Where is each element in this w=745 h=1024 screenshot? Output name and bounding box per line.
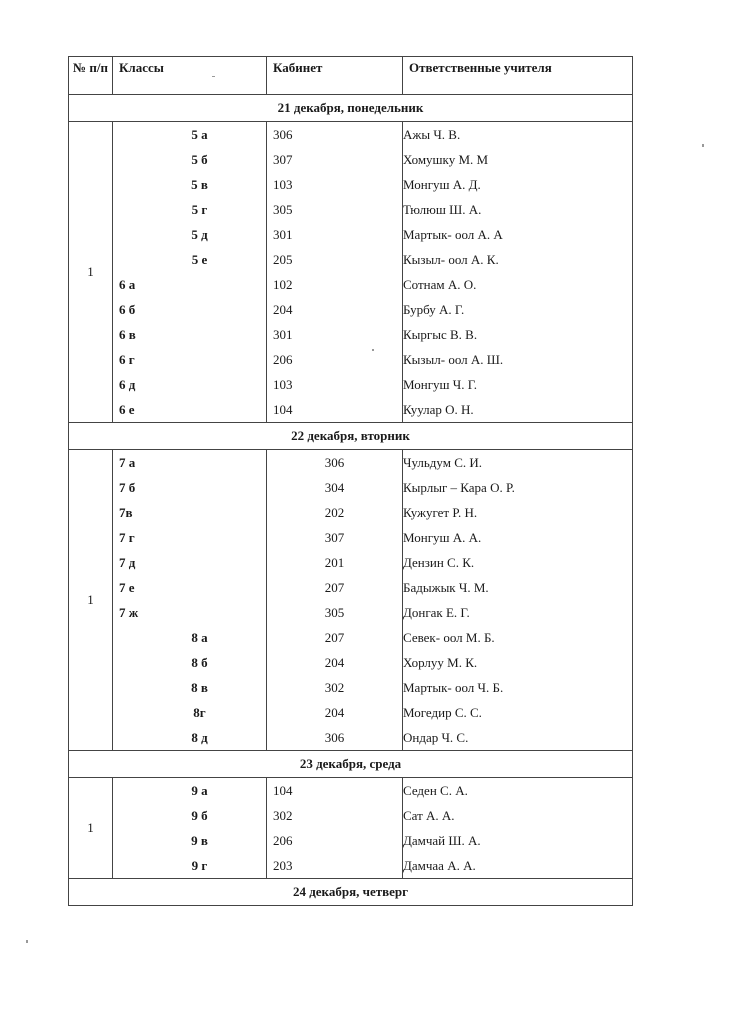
table-row [69, 828, 633, 853]
room-cell: 204 [267, 650, 403, 675]
day-title: 22 декабря, вторник [69, 423, 633, 450]
class-cell: 6 а [113, 272, 267, 297]
class-cell: 5 г [113, 197, 267, 222]
header-room: Кабинет [267, 57, 403, 95]
class-cell: 8 б [113, 650, 267, 675]
table-row [69, 172, 633, 197]
room-cell: 301 [267, 322, 403, 347]
teacher-cell: Монгуш А. Д. [403, 172, 633, 197]
table-row [69, 550, 633, 575]
table-row [69, 272, 633, 297]
class-cell: 9 г [113, 853, 267, 879]
table-row [69, 675, 633, 700]
table-row [69, 500, 633, 525]
table-row [69, 625, 633, 650]
table-row [69, 372, 633, 397]
room-cell: 304 [267, 475, 403, 500]
table-row [69, 322, 633, 347]
scan-speck [212, 76, 215, 77]
teacher-cell: Тюлюш Ш. А. [403, 197, 633, 222]
class-cell: 7 г [113, 525, 267, 550]
class-cell: 5 в [113, 172, 267, 197]
table-row [69, 222, 633, 247]
teacher-cell: Севек- оол М. Б. [403, 625, 633, 650]
room-cell: 204 [267, 700, 403, 725]
table-row [69, 700, 633, 725]
class-cell: 6 д [113, 372, 267, 397]
table-row [69, 197, 633, 222]
row-number: 1 [69, 450, 113, 751]
scan-speck [26, 940, 28, 943]
table-row [69, 247, 633, 272]
class-cell: 8г [113, 700, 267, 725]
table-row [69, 147, 633, 172]
table-row [69, 450, 633, 476]
class-cell: 7 а [113, 450, 267, 476]
room-cell: 103 [267, 372, 403, 397]
table-row [69, 725, 633, 751]
scan-speck [702, 144, 704, 147]
teacher-cell: Монгуш Ч. Г. [403, 372, 633, 397]
class-cell: 9 а [113, 778, 267, 804]
class-cell: 6 в [113, 322, 267, 347]
class-cell: 5 е [113, 247, 267, 272]
table-row [69, 803, 633, 828]
room-cell: 306 [267, 122, 403, 148]
room-cell: 301 [267, 222, 403, 247]
room-cell: 305 [267, 600, 403, 625]
header-teachers: Ответственные учителя [403, 57, 633, 95]
class-cell: 5 б [113, 147, 267, 172]
table-row [69, 778, 633, 804]
teacher-cell: Дензин С. К. [403, 550, 633, 575]
class-cell: 5 а [113, 122, 267, 148]
class-cell: 8 в [113, 675, 267, 700]
teacher-cell: Куулар О. Н. [403, 397, 633, 423]
teacher-cell: Кужугет Р. Н. [403, 500, 633, 525]
room-cell: 104 [267, 397, 403, 423]
class-cell: 6 е [113, 397, 267, 423]
day-row [69, 423, 633, 450]
room-cell: 307 [267, 525, 403, 550]
day-title: 24 декабря, четверг [69, 879, 633, 906]
room-cell: 306 [267, 725, 403, 751]
day-title: 21 декабря, понедельник [69, 95, 633, 122]
room-cell: 302 [267, 675, 403, 700]
teacher-cell: Дамчай Ш. А. [403, 828, 633, 853]
teacher-cell: Кызыл- оол А. К. [403, 247, 633, 272]
room-cell: 206 [267, 347, 403, 372]
day-row [69, 95, 633, 122]
room-cell: 201 [267, 550, 403, 575]
room-cell: 102 [267, 272, 403, 297]
schedule-table [68, 56, 633, 906]
teacher-cell: Сотнам А. О. [403, 272, 633, 297]
room-cell: 204 [267, 297, 403, 322]
teacher-cell: Бадыжык Ч. М. [403, 575, 633, 600]
room-cell: 203 [267, 853, 403, 879]
room-cell: 207 [267, 625, 403, 650]
teacher-cell: Чульдум С. И. [403, 450, 633, 476]
header-num: № п/п [69, 57, 113, 95]
class-cell: 7 ж [113, 600, 267, 625]
day-row [69, 879, 633, 906]
teacher-cell: Ажы Ч. В. [403, 122, 633, 148]
class-cell: 6 б [113, 297, 267, 322]
table-row [69, 575, 633, 600]
table-row [69, 475, 633, 500]
room-cell: 104 [267, 778, 403, 804]
teacher-cell: Сат А. А. [403, 803, 633, 828]
class-cell: 7 д [113, 550, 267, 575]
teacher-cell: Кырлыг – Кара О. Р. [403, 475, 633, 500]
teacher-cell: Мартык- оол Ч. Б. [403, 675, 633, 700]
room-cell: 302 [267, 803, 403, 828]
teacher-cell: Могедир С. С. [403, 700, 633, 725]
room-cell: 306 [267, 450, 403, 476]
teacher-cell: Ондар Ч. С. [403, 725, 633, 751]
row-number: 1 [69, 778, 113, 879]
day-row [69, 751, 633, 778]
table-row [69, 650, 633, 675]
class-cell: 9 б [113, 803, 267, 828]
class-cell: 8 д [113, 725, 267, 751]
teacher-cell: Хорлуу М. К. [403, 650, 633, 675]
scan-speck [372, 349, 374, 351]
room-cell: 205 [267, 247, 403, 272]
teacher-cell: Монгуш А. А. [403, 525, 633, 550]
class-cell: 9 в [113, 828, 267, 853]
table-row [69, 525, 633, 550]
table-row [69, 347, 633, 372]
room-cell: 103 [267, 172, 403, 197]
class-cell: 7 е [113, 575, 267, 600]
class-cell: 5 д [113, 222, 267, 247]
teacher-cell: Бурбу А. Г. [403, 297, 633, 322]
room-cell: 307 [267, 147, 403, 172]
teacher-cell: Кыргыс В. В. [403, 322, 633, 347]
room-cell: 207 [267, 575, 403, 600]
teacher-cell: Седен С. А. [403, 778, 633, 804]
day-title: 23 декабря, среда [69, 751, 633, 778]
room-cell: 202 [267, 500, 403, 525]
teacher-cell: Дамчаа А. А. [403, 853, 633, 879]
teacher-cell: Мартык- оол А. А [403, 222, 633, 247]
class-cell: 7 б [113, 475, 267, 500]
header-classes: Классы [113, 57, 267, 95]
class-cell: 6 г [113, 347, 267, 372]
class-cell: 8 а [113, 625, 267, 650]
room-cell: 305 [267, 197, 403, 222]
teacher-cell: Донгак Е. Г. [403, 600, 633, 625]
table-row [69, 853, 633, 879]
header-row [69, 57, 633, 95]
class-cell: 7в [113, 500, 267, 525]
table-row [69, 297, 633, 322]
row-number: 1 [69, 122, 113, 423]
table-row [69, 397, 633, 423]
room-cell: 206 [267, 828, 403, 853]
teacher-cell: Хомушку М. М [403, 147, 633, 172]
table-row [69, 600, 633, 625]
teacher-cell: Кызыл- оол А. Ш. [403, 347, 633, 372]
table-row [69, 122, 633, 148]
